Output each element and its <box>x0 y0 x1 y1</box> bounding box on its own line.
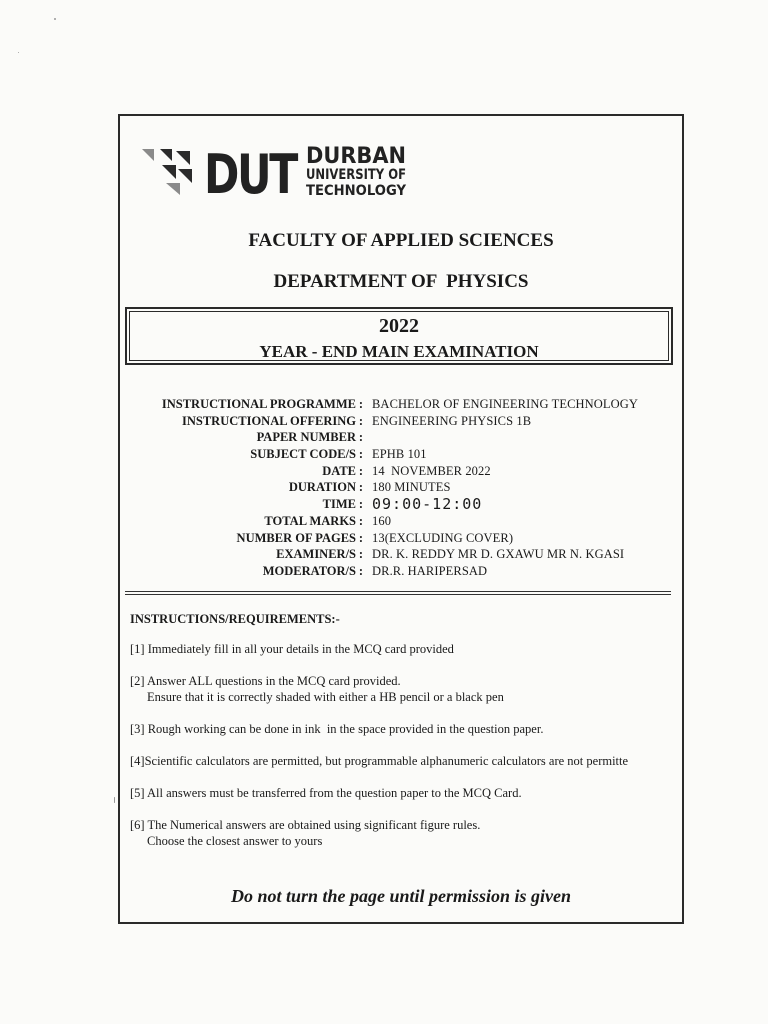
logo-line-university: UNIVERSITY OF <box>306 167 406 183</box>
detail-colon: : <box>358 463 364 478</box>
exam-title: YEAR - END MAIN EXAMINATION <box>259 342 539 361</box>
instruction-item <box>130 721 675 737</box>
detail-value: ENGINEERING PHYSICS 1B <box>372 413 532 428</box>
detail-colon: : <box>358 563 364 578</box>
instruction-item <box>130 817 675 849</box>
detail-row-paper-number <box>120 429 680 446</box>
instruction-item <box>130 673 675 705</box>
detail-row-subject-code <box>120 446 680 463</box>
logo-line-technology: TECHNOLOGY <box>306 183 407 199</box>
detail-row-date <box>120 463 680 480</box>
department-heading: DEPARTMENT OF PHYSICS <box>273 271 529 292</box>
scan-speck <box>114 797 115 803</box>
logo-acronym: DUT <box>204 143 299 206</box>
scan-speck <box>18 52 19 53</box>
detail-label: TOTAL MARKS <box>264 513 356 528</box>
instruction-text: [6] The Numerical answers are obtained using significant figure rules. <box>130 818 481 832</box>
instructions-section <box>130 612 675 865</box>
instruction-continuation: Ensure that it is correctly shaded with either a HB pencil or a black pen <box>147 690 504 704</box>
detail-label: DURATION <box>288 480 356 495</box>
detail-row-examiners <box>120 546 680 563</box>
detail-row-offering <box>120 413 680 430</box>
instruction-item <box>130 753 675 769</box>
exam-title-box <box>125 307 673 365</box>
detail-colon: : <box>358 447 364 462</box>
detail-label: SUBJECT CODE/S <box>250 447 356 462</box>
detail-value: DR.R. HARIPERSAD <box>372 563 488 578</box>
logo-line-durban: DURBAN <box>306 144 406 169</box>
detail-row-moderator <box>120 563 680 580</box>
dut-logo <box>140 141 410 206</box>
detail-row-programme <box>120 396 680 413</box>
detail-value: 180 MINUTES <box>372 480 451 495</box>
detail-colon: : <box>358 413 364 428</box>
detail-label: TIME <box>322 497 356 512</box>
instructions-heading: INSTRUCTIONS/REQUIREMENTS:- <box>130 612 340 626</box>
detail-label: MODERATOR/S <box>262 563 356 578</box>
detail-label: INSTRUCTIONAL OFFERING <box>182 413 356 428</box>
detail-value: EPHB 101 <box>372 447 427 462</box>
detail-value <box>366 429 372 446</box>
instruction-text: [4]Scientific calculators are permitted, but programmable alphanumeric calculators are not permitte <box>130 754 629 768</box>
exam-year: 2022 <box>379 315 419 337</box>
detail-value: BACHELOR OF ENGINEERING TECHNOLOGY <box>372 397 639 411</box>
divider <box>125 594 671 595</box>
detail-colon: : <box>358 530 364 545</box>
detail-value-handwritten: 09:00-12:00 <box>372 495 483 514</box>
detail-row-total-marks <box>120 513 680 530</box>
detail-label: INSTRUCTIONAL PROGRAMME <box>161 397 356 411</box>
faculty-heading: FACULTY OF APPLIED SCIENCES <box>248 230 554 251</box>
instruction-text: [3] Rough working can be done in ink in the space provided in the question paper. <box>130 722 544 736</box>
scan-speck <box>54 18 56 20</box>
instruction-continuation: Choose the closest answer to yours <box>147 834 323 848</box>
detail-row-pages <box>120 530 680 547</box>
detail-value: DR. K. REDDY MR D. GXAWU MR N. KGASI <box>372 547 625 562</box>
instruction-item <box>130 785 675 801</box>
detail-row-time <box>120 496 680 513</box>
detail-colon: : <box>358 513 364 528</box>
detail-colon: : <box>358 480 364 495</box>
detail-value: 160 <box>372 513 392 528</box>
instruction-text: [5] All answers must be transferred from the question paper to the MCQ Card. <box>130 786 522 800</box>
detail-value: 14 NOVEMBER 2022 <box>372 463 491 478</box>
detail-colon: : <box>358 547 364 562</box>
exam-details <box>120 396 680 580</box>
detail-colon: : <box>358 430 364 445</box>
divider <box>125 591 671 592</box>
detail-colon: : <box>358 497 364 512</box>
instruction-item <box>130 641 675 657</box>
detail-value: 13(EXCLUDING COVER) <box>372 530 514 545</box>
detail-label: NUMBER OF PAGES <box>236 530 356 545</box>
instruction-text: [2] Answer ALL questions in the MCQ card provided. <box>130 674 401 688</box>
instruction-text: [1] Immediately fill in all your details in the MCQ card provided <box>130 642 454 656</box>
detail-row-duration <box>120 479 680 496</box>
detail-label: DATE <box>322 463 356 478</box>
footer-warning: Do not turn the page until permission is given <box>230 886 572 906</box>
detail-label: PAPER NUMBER <box>256 430 356 445</box>
detail-label: EXAMINER/S <box>276 547 356 562</box>
detail-colon: : <box>358 397 364 411</box>
